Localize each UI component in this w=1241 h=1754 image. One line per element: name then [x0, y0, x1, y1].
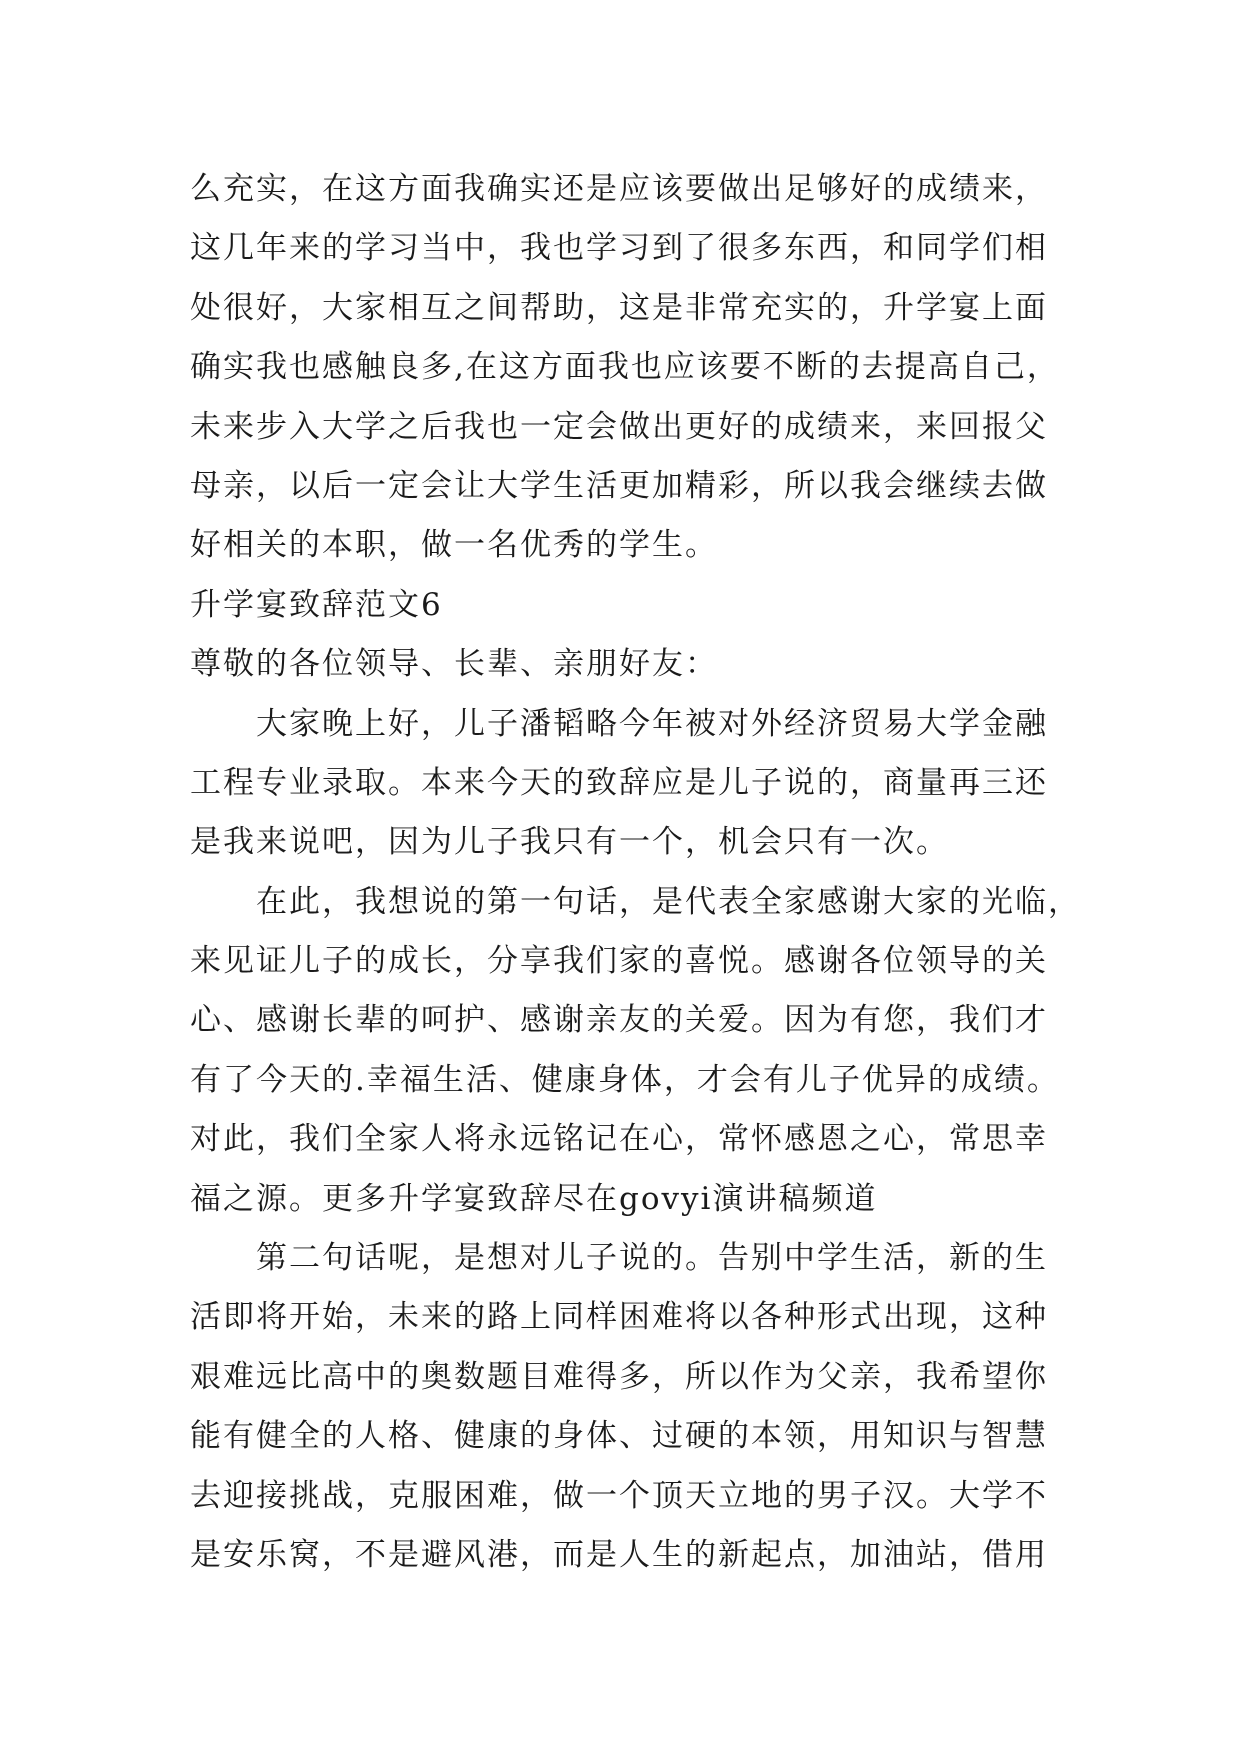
- text-line: 母亲，以后一定会让大学生活更加精彩，所以我会继续去做: [190, 467, 1048, 504]
- text-line: 能有健全的人格、健康的身体、过硬的本领，用知识与智慧: [190, 1418, 1048, 1455]
- text-line: 活即将开始，未来的路上同样困难将以各种形式出现，这种: [190, 1299, 1048, 1336]
- text-line: 是我来说吧，因为儿子我只有一个，机会只有一次。: [190, 824, 949, 861]
- text-line: 来见证儿子的成长，分享我们家的喜悦。感谢各位领导的关: [190, 943, 1048, 980]
- paragraph-first-line: 大家晚上好，儿子潘韬略今年被对外经济贸易大学金融: [256, 705, 1048, 742]
- paragraph-first-line: 第二句话呢，是想对儿子说的。告别中学生活，新的生: [256, 1240, 1048, 1277]
- salutation: 尊敬的各位领导、长辈、亲朋好友：: [190, 646, 718, 683]
- text-line: 工程专业录取。本来今天的致辞应是儿子说的，商量再三还: [190, 764, 1048, 801]
- text-line: 好相关的本职，做一名优秀的学生。: [190, 527, 718, 564]
- section-heading: 升学宴致辞范文6: [190, 586, 443, 623]
- text-line: 去迎接挑战，克服困难，做一个顶天立地的男子汉。大学不: [190, 1477, 1048, 1514]
- text-line: 心、感谢长辈的呵护、感谢亲友的关爱。因为有您，我们才: [190, 1002, 1048, 1039]
- text-line: 福之源。更多升学宴致辞尽在govyi演讲稿频道: [190, 1180, 878, 1217]
- text-line: 么充实，在这方面我确实还是应该要做出足够好的成绩来，: [190, 171, 1048, 207]
- body-text: [190, 160, 1081, 1585]
- text-line: 确实我也感触良多,在这方面我也应该要不断的去提高自己，: [190, 349, 1060, 386]
- text-line: 是安乐窝，不是避风港，而是人生的新起点，加油站，借用: [190, 1536, 1048, 1573]
- text-line: 有了今天的.幸福生活、健康身体，才会有儿子优异的成绩。: [190, 1061, 1060, 1098]
- paragraph-first-line: 在此，我想说的第一句话，是代表全家感谢大家的光临，: [256, 883, 1081, 920]
- text-line: 未来步入大学之后我也一定会做出更好的成绩来，来回报父: [190, 408, 1048, 445]
- text-line: 对此，我们全家人将永远铭记在心，常怀感恩之心，常思幸: [190, 1121, 1048, 1158]
- text-line: 这几年来的学习当中，我也学习到了很多东西，和同学们相: [190, 230, 1048, 267]
- text-line: 处很好，大家相互之间帮助，这是非常充实的，升学宴上面: [190, 289, 1048, 326]
- text-line: 艰难远比高中的奥数题目难得多，所以作为父亲，我希望你: [190, 1358, 1048, 1395]
